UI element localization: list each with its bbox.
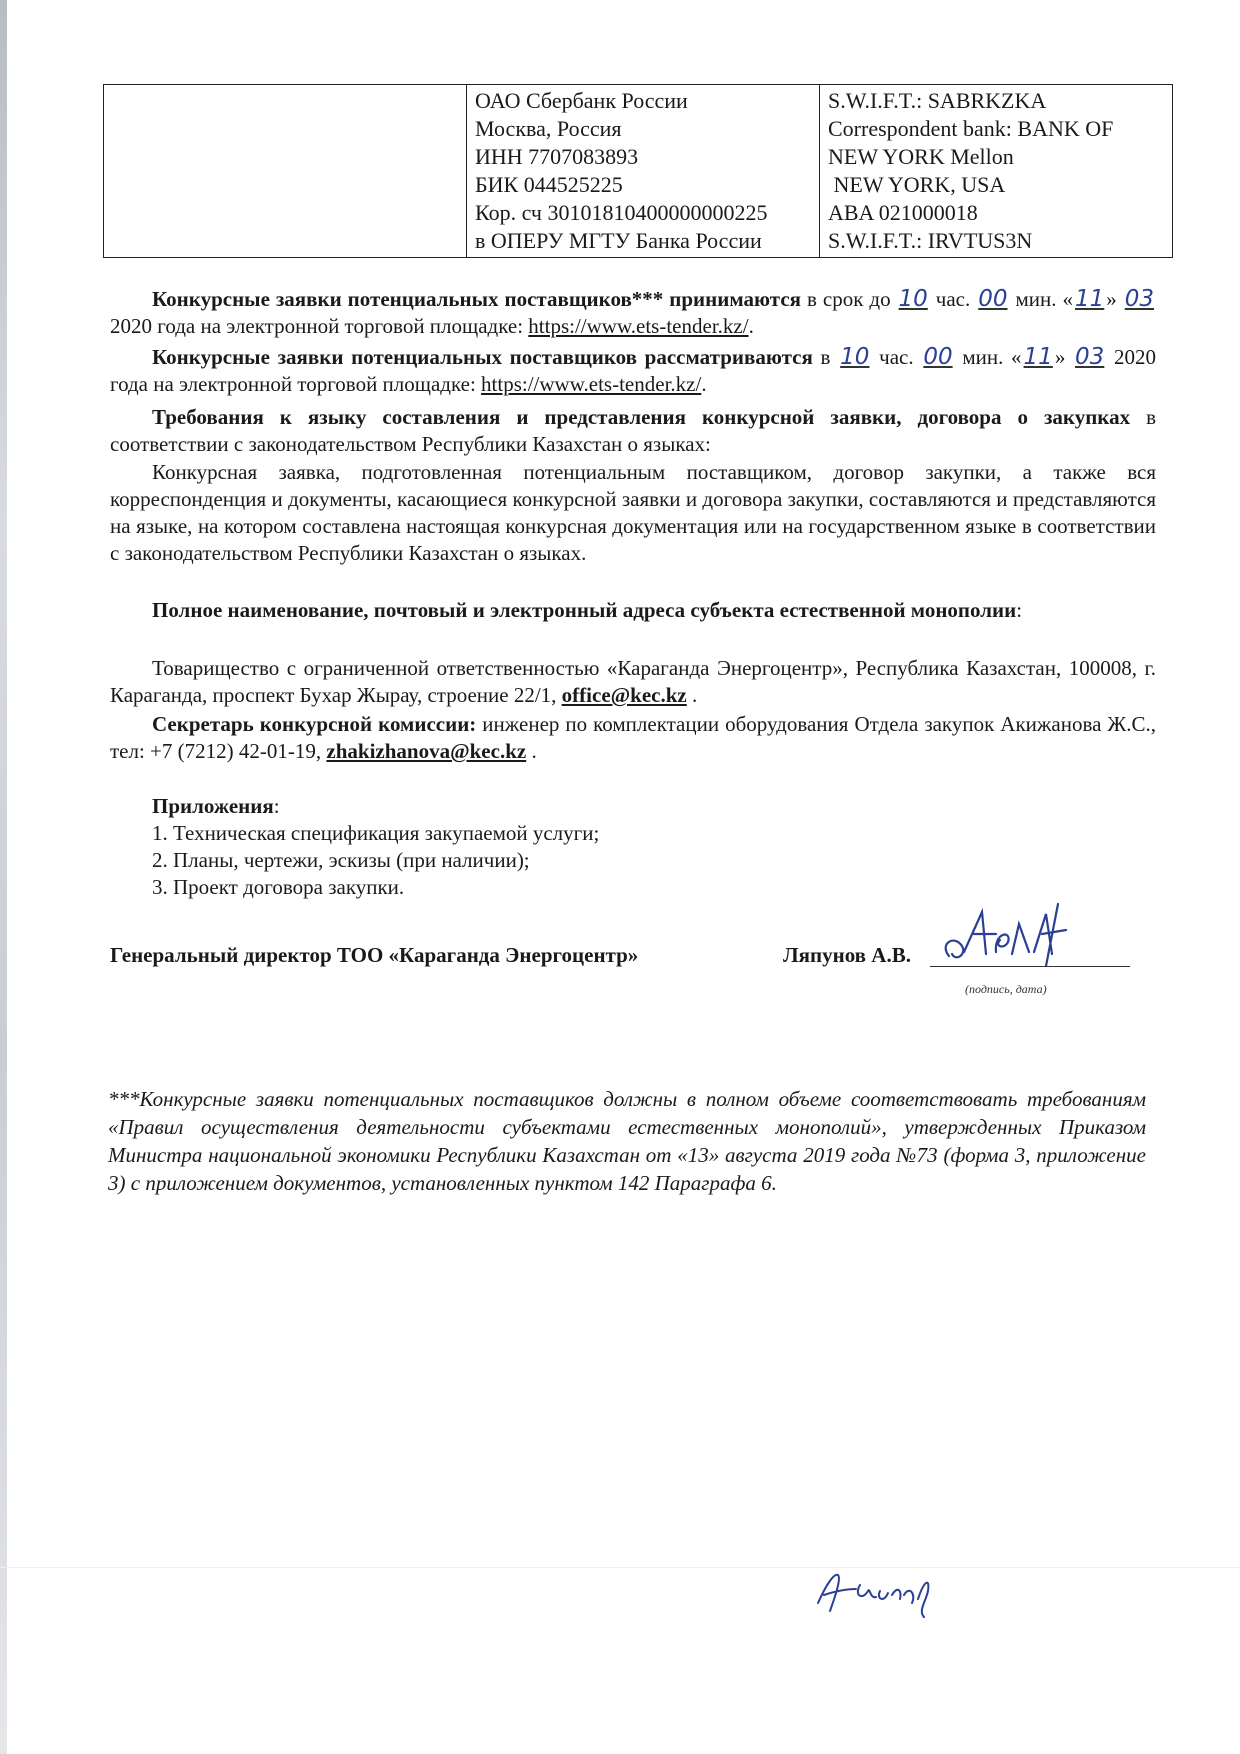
signature-block (110, 942, 1160, 996)
text-fragment: 2020 года на электронной торговой площадке: (110, 345, 1157, 396)
language-requirements-body: Конкурсная заявка, подготовленная потенциальным поставщиком, договор закупки, а также вся корреспонденция и документы, касающиеся конкурсной заявки и договора закупки, составляются и представляются на языке, на котором составлена настоящая конкурсная документация или на государственном языке в соответствии с законодательством Республики Казахстан о языках. (110, 460, 1156, 565)
swift-line: S.W.I.F.T.: SABRKZKA (828, 88, 1047, 113)
secretary-lead: Секретарь конкурсной комиссии: (152, 712, 477, 736)
appendices-colon: : (273, 794, 280, 818)
text-fragment: мин. « (1009, 287, 1073, 311)
address-heading (110, 597, 1156, 624)
language-rest: в соответствии с законодательством Республики Казахстан о языках: (110, 405, 1157, 456)
appendices-list (110, 820, 1156, 901)
swift-line: ABA 021000018 (828, 200, 978, 225)
ets-tender-link[interactable]: https://www.ets-tender.kz/ (528, 314, 749, 338)
text-fragment: » (1106, 287, 1123, 311)
bank-line: Кор. сч 30101810400000000225 (475, 200, 768, 225)
bank-line: Москва, Россия (475, 116, 622, 141)
deadline-accept-paragraph (110, 286, 1156, 340)
signature-line (930, 966, 1130, 967)
text-fragment: . (701, 372, 707, 396)
handwritten-day: 11 (1075, 286, 1105, 312)
handwritten-minute: 00 (978, 286, 1008, 312)
handwritten-month: 03 (1124, 286, 1155, 312)
handwritten-day: 11 (1023, 344, 1053, 370)
swift-line: S.W.I.F.T.: IRVTUS3N (828, 228, 1033, 253)
text-fragment: мин. « (954, 345, 1022, 369)
appendices-label: Приложения (152, 794, 274, 818)
office-email-link[interactable]: office@kec.kz (561, 683, 687, 707)
deadline-accept-lead: Конкурсные заявки потенциальных поставщиков*** принимаются (152, 287, 802, 311)
text-fragment: . (526, 739, 537, 763)
bank-line: БИК 044525225 (475, 172, 623, 197)
text-fragment: в срок до (801, 287, 897, 311)
signature-caption: (подпись, дата) (965, 982, 1047, 996)
appendix-item: 1. Техническая спецификация закупаемой услуги; (152, 821, 600, 845)
swift-line: NEW YORK Mellon (828, 144, 1014, 169)
secretary-email-link[interactable]: zhakizhanova@kec.kz (326, 739, 527, 763)
appendix-item: 3. Проект договора закупки. (152, 875, 405, 899)
ets-tender-link[interactable]: https://www.ets-tender.kz/ (481, 372, 702, 396)
address-lead: Полное наименование, почтовый и электронный адреса субъекта естественной монополии (152, 598, 1017, 622)
text-fragment: 2020 года на электронной торговой площадке: (110, 314, 529, 338)
bank-details-table (103, 84, 1173, 258)
scan-edge (0, 0, 7, 1754)
address-colon: : (1016, 598, 1023, 622)
deadline-review-paragraph (110, 344, 1156, 398)
handwritten-minute: 00 (923, 344, 953, 370)
bank-line: ОАО Сбербанк России (475, 88, 688, 113)
deadline-review-lead: Конкурсные заявки потенциальных поставщиков рассматриваются (152, 345, 813, 369)
secretary-text: инженер по комплектации оборудования Отдела закупок Акижанова Ж.С., тел: +7 (7212) 42-01-19, (110, 712, 1156, 763)
bank-table-bank-cell (467, 85, 820, 257)
swift-line: Correspondent bank: BANK OF (828, 116, 1114, 141)
bank-line: ИНН 7707083893 (475, 144, 639, 169)
page-divider (0, 1567, 1240, 1568)
swift-line: NEW YORK, USA (828, 172, 1006, 197)
handwritten-hour: 10 (840, 344, 870, 370)
page-initials-signature (808, 1555, 968, 1625)
text-fragment: . (748, 314, 754, 338)
text-fragment: час. (871, 345, 922, 369)
language-lead: Требования к языку составления и представления конкурсной заявки, договора о закупках (152, 405, 1131, 429)
footnote: ***Конкурсные заявки потенциальных поставщиков должны в полном объеме соответствовать требованиям «Правил осуществления деятельности субъектами естественных монополий», утвержденных Приказом Министра национальной экономики Республики Казахстан от «13» августа 2019 года №73 (форма 3, приложение 3) с приложением документов, установленных пунктом 142 Параграфа 6. (108, 1087, 1146, 1195)
director-name: Ляпунов А.В. (783, 943, 911, 967)
bank-table-swift-cell (820, 85, 1172, 257)
director-signature (934, 894, 1094, 974)
appendices-title (110, 793, 1156, 820)
handwritten-month: 03 (1075, 344, 1105, 370)
bank-line: в ОПЕРУ МГТУ Банка России (475, 228, 762, 253)
language-requirements-heading (110, 404, 1156, 458)
text-fragment: . (686, 683, 698, 707)
handwritten-hour: 10 (898, 286, 928, 312)
address-body (110, 655, 1156, 709)
director-title: Генеральный директор ТОО «Караганда Энергоцентр» (110, 943, 639, 967)
appendix-item: 2. Планы, чертежи, эскизы (при наличии); (152, 848, 530, 872)
secretary-paragraph (110, 711, 1156, 765)
text-fragment: » (1054, 345, 1074, 369)
text-fragment: час. (929, 287, 971, 311)
bank-table-empty-cell (104, 85, 467, 257)
address-text: Товарищество с ограниченной ответственностью «Караганда Энергоцентр», Республика Казахстан, 100008, г. Караганда, проспект Бухар Жырау, строение 22/1, (110, 656, 1156, 707)
text-fragment: в (812, 345, 839, 369)
